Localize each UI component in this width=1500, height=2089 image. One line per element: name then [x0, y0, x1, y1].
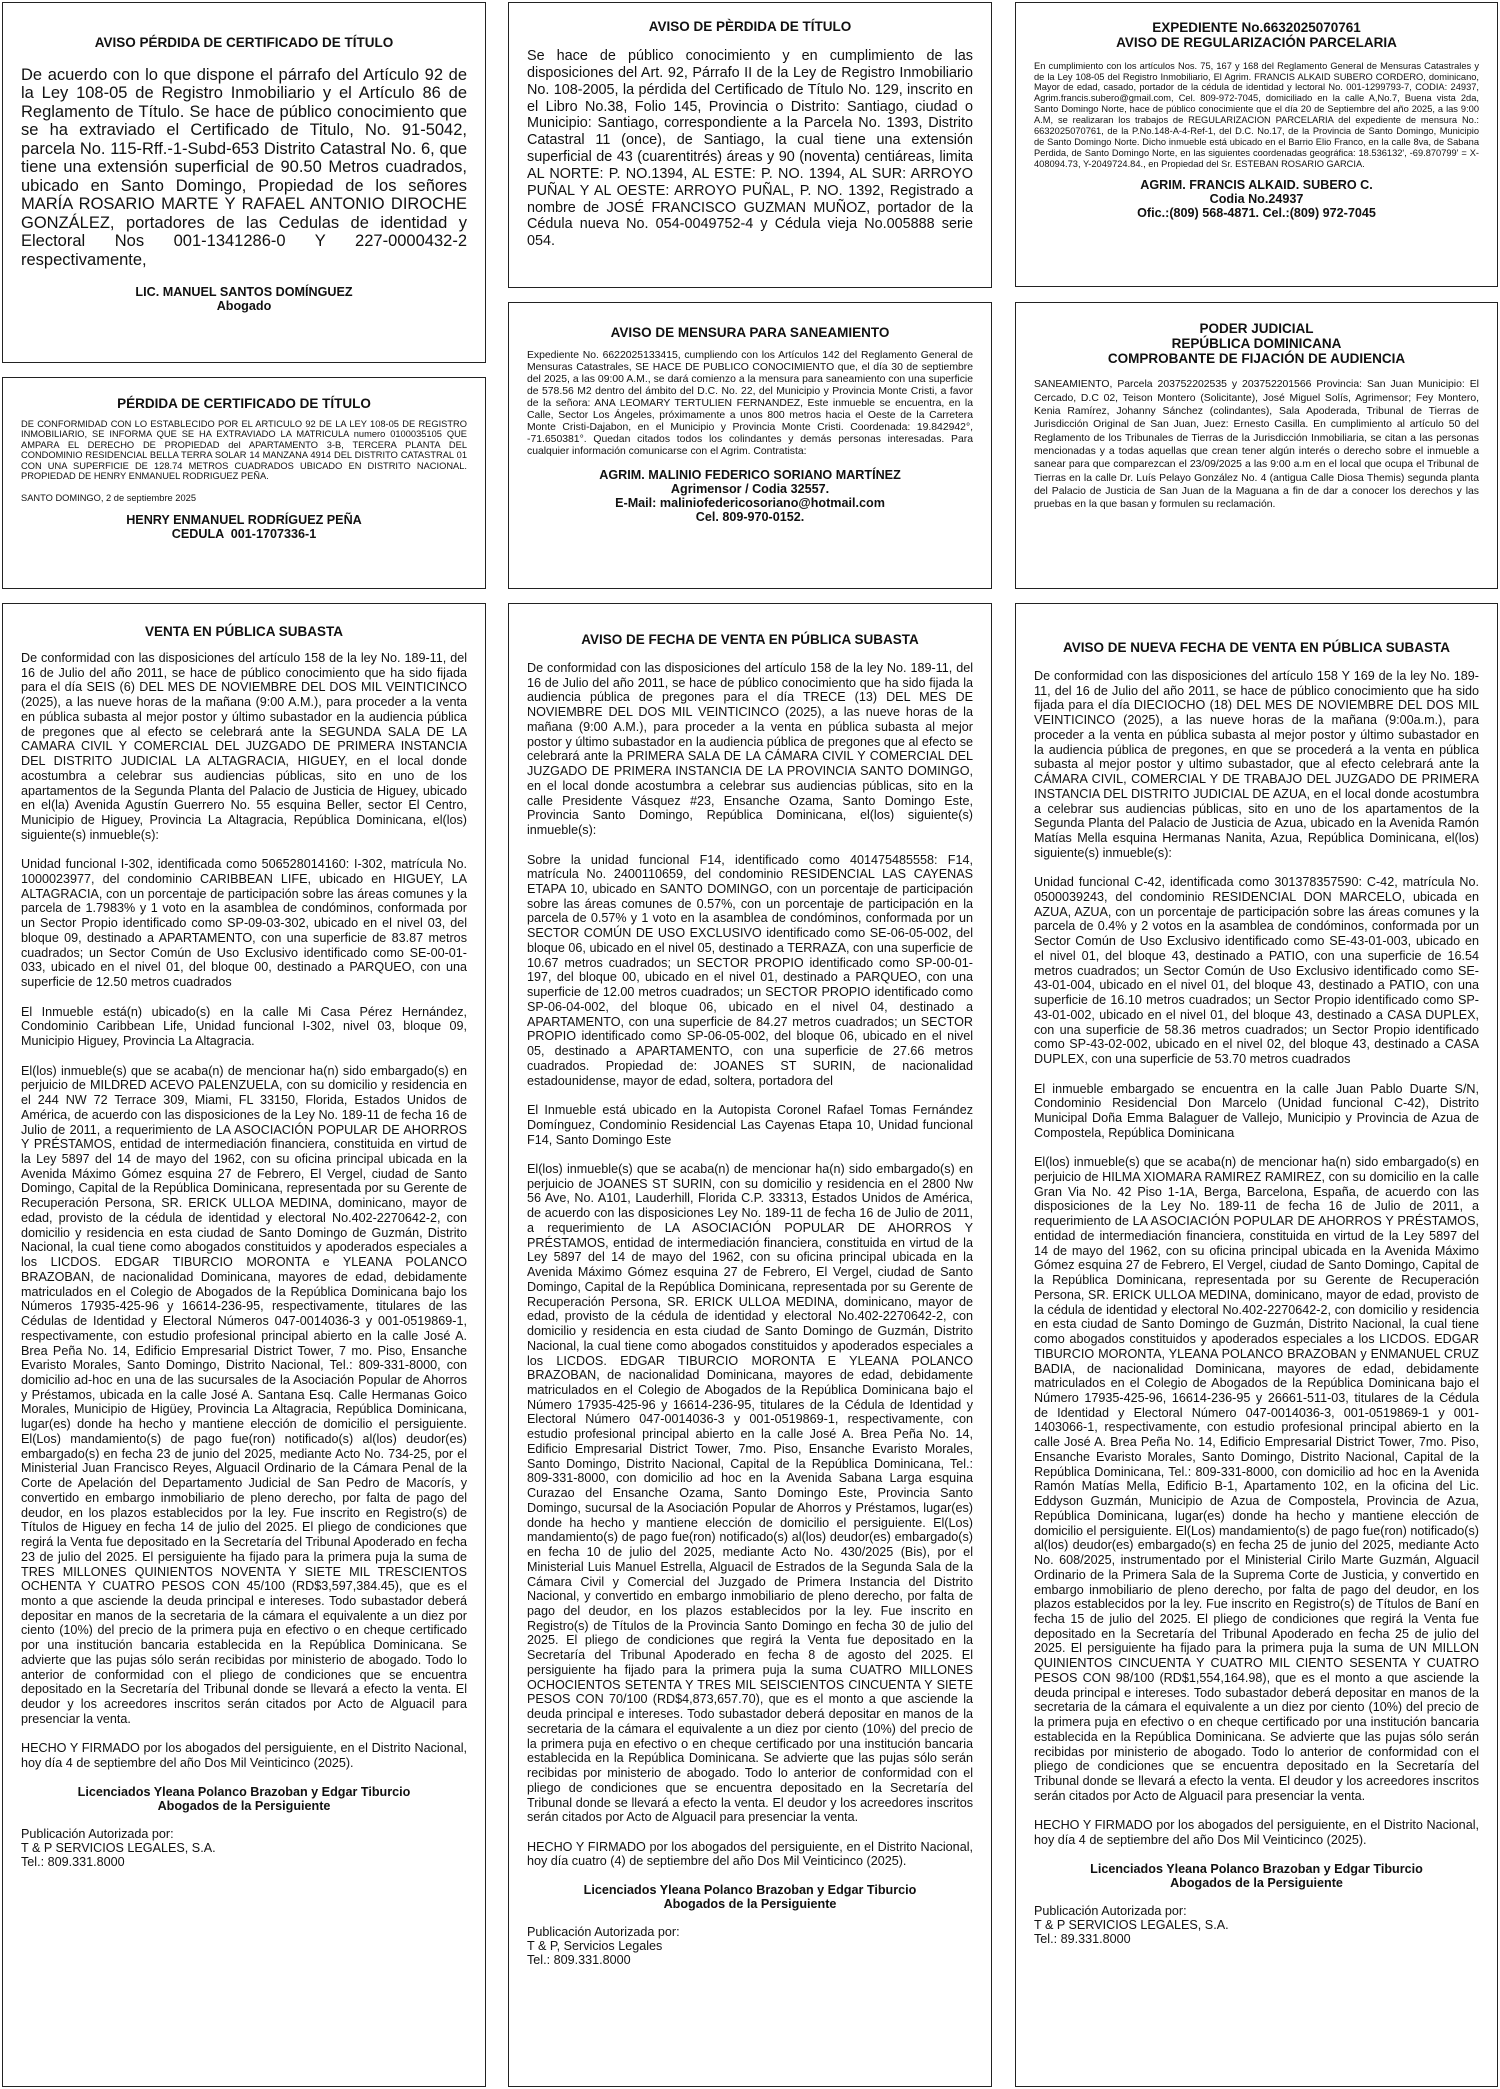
notice-title: VENTA EN PÚBLICA SUBASTA [144, 624, 343, 639]
notice-body: DE CONFORMIDAD CON LO ESTABLECIDO POR EL ARTICULO 92 DE LA LEY 108-05 DE REGISTRO INMOBILIARIO, SE INFORMA QUE SE HA EXTRAVIADO LA MATRICULA numero 0100035105 QUE AMPARA EL DERECHO DE PROPIEDAD del APARTAMENTO 3-B, TERCERA PLANTA DEL CONDOMINIO RESIDENCIAL BELLA TERRA SOLAR 14 MANZANA 4914 DEL DISTRITO CATASTRAL 01 CON UNA SUPERFICIE DE 128.74 METROS CUADRADOS UBICADO EN DISTRITO NACIONAL. PROPIEDAD DE HENRY ENMANUEL RODRIGUEZ PEÑA. [21, 419, 470, 482]
notice-body: En cumplimiento con los artículos Nos. 75, 167 y 168 del Reglamento General de Mensuras Catastrales y de la Ley 108-05 del Registro Inmobiliario, El Agrim. FRANCIS ALKAID SUBERO CORDERO, dominicano, Mayor de edad, casado, portador de la cédula de identidad y lectoral No. 001-1299793-7, CODIA: 24937, Agrim.francis.subero@gmail.com, Cel. 809-972-7045, domiciliado en la calle A,No.7, Buena vista 2da, Santo Domingo Norte, hace de público conocimiente que el día 20 de Septiembre del año 2025, a las 9:00 A.M, se realizaran los trabajos de REGULARIZACION PARCELARIA del expediente de mensura No.: 6632025070761, de la P.No.148-A-4-Ref-1, del D.C. No.17, de la Provincia de Santo Domingo, Municipio de Santo Domingo Norte. Dicho inmueble está ubicado en el Barrio Elio Franco, en la calle 8va, de Sabana Perdida, de Santo Domingo Norte, en las siguientes coordenadas geográfica: 18.536132', -69.870799' = X-408094.73, Y-2049724.84., en Propiedad del Sr. ESTEBAN ROSARIO GARCIA. [1034, 60, 1482, 169]
notice-publication: Publicación Autorizada por: T & P SERVICIOS LEGALES, S.A. Tel.: 89.331.8000 [1034, 1903, 1229, 1946]
notice-signature: HENRY ENMANUEL RODRÍGUEZ PEÑA CEDULA 001-1707336-1 [126, 513, 362, 542]
notice-publication: Publicación Autorizada por: T & P SERVICIOS LEGALES, S.A. Tel.: 809.331.8000 [21, 1826, 216, 1869]
notice-body: De conformidad con las disposiciones del artículo 158 de la ley No. 189-11, del 16 de Julio del año 2011, se hace de público conocimiento que ha sido fijada la audiencia pública de pregones para el día TRECE (13) DEL MES DE NOVIEMBRE DEL DOS MIL VEINTICINCO (2025), a las nueve horas de la mañana (9:00 A.M.), para proceder a la venta en pública subasta al mejor postor y último subastador en la audiencia pública de pregones que al efecto se celebrará ante la PRIMERA SALA DE LA CÁMARA CIVIL Y COMERCIAL DEL JUZGADO DE PRIMERA INSTANCIA DE LA PROVINCIA SANTO DOMINGO, en el local donde acostumbra a celebrar sus audiencias públicas, sito en la calle Presidente Vásquez #23, Ensanche Ozama, Santo Domingo Este, Provincia Santo Domingo, República Dominicana, el(los) siguiente(s) inmueble(s): Sobre la unidad funcional F14, identificado como 401475485558: F14, matrícula No. 2400110659, del condominio RESIDENCIAL LAS CAYENAS ETAPA 10, ubicado en SANTO DOMINGO, con un porcentaje de participación sobre las áreas comunes de 0.57%, con un porcentaje de participación en la parcela de 0.57% y 1 voto en la asamblea de condóminos, conformada por un SECTOR COMÚN DE USO EXCLUSIVO identificado como SE-06-05-002, del bloque 06, ubicado en el nivel 05, destinado a TERRAZA, con una superficie de 10.67 metros cuadrados; un SECTOR PROPIO identificado como SP-00-01-197, del bloque 00, ubicado en el nivel 01, destinado a PARQUEO, con una superficie de 12.00 metros cuadrados; un SECTOR PROPIO identificado como SP-06-04-002, del bloque 06, ubicado en el nivel 04, destinado a APARTAMENTO, con una superficie de 84.27 metros cuadrados; un SECTOR PROPIO identificado como SP-06-05-002, del bloque 06, ubicado en el nivel 05, destinado a APARTAMENTO, con una superficie de 27.66 metros cuadrados. Propiedad de: JOANES ST SURIN, de nacionalidad estadounidense, mayor de edad, soltera, portadora del El Inmueble está ubicado en la Autopista Coronel Rafael Tomas Fernández Domínguez, Condominio Residencial Las Cayenas Etapa 10, Unidad funcional F14, Santo Domingo Este El(los) inmueble(s) que se acaba(n) de mencionar ha(n) sido embargado(s) en perjuicio de JOANES ST SURIN, con su domicilio y residencia en el 2800 Nw 56 Ave, No. A101, Lauderhill, Florida C.P. 33313, Estados Unidos de América, de acuerdo con las disposiciones Ley No. 189-11 de fecha 16 de Julio de 2011, a requerimiento de LA ASOCIACIÓN POPULAR DE AHORROS Y PRÉSTAMOS, entidad de intermediación financiera, constituida en virtud de la Ley 5897 del 14 de mayo del 1962, con su oficina principal ubicada en la Avenida Máximo Gómez esquina 27 de Febrero, El Vergel, ciudad de Santo Domingo, Capital de la República Dominicana, representada por su Gerente de Recuperación Persona, SR. ERICK ULLOA MEDINA, dominicano, mayor de edad, provisto de la cédula de identidad y electoral No.402-2270642-2, con domicilio y residencia en esta ciudad de Santo Domingo de Guzmán, Distrito Nacional, la cual tiene como abogados constituidos y apoderados especiales a los LICDOS. EDGAR TIBURCIO MORONTA E YLEANA POLANCO BRAZOBAN, de nacionalidad Dominicana, mayores de edad, debidamente matriculados en el Colegio de Abogados de la República Dominicana bajo el Número 17935-425-96 y 16614-236-95, titulares de la Cédula de Identidad y Electoral Número 047-0014036-3 y 001-0519869-1, respectivamente, con estudio profesional principal abierto en la calle José A. Brea Peña No. 14, Edificio Empresarial District Tower, 7mo. Piso, Ensanche Evaristo Morales, Santo Domingo, Distrito Nacional, Capital de la República Dominicana, Tel.: 809-331-8000, con domicilio ad hoc en la Avenida Sabana Larga esquina Curazao del Ensanche Ozama, Santo Domingo Este, Provincia Santo Domingo, sucursal de la Asociación Popular de Ahorros y Préstamos, lugar(es) donde ha hecho y mantiene elección de domicilio el persiguiente. El(Los) mandamiento(s) de pago fue(ron) notificado(s) al(los) deudor(es) embargado(s) en fecha 10 de julio del 2025, mediante Acto No. 430/2025 (Bis), por el Ministerial Luis Manuel Estrella, Alguacil de Estrados de la Segunda Sala de la Cámara Civil y Comercial del Juzgado de Primera Instancia del Distrito Nacional, y convertido en embargo inmobiliario de pleno derecho, por falta de pago del deudor, en los plazos establecidos por la ley. Fue inscrito en Registro(s) de Títulos de la Provincia Santo Domingo en fecha 30 de julio del 2025. El pliego de condiciones que regirá la Venta fue depositado en la Secretaría del Tribunal Apoderado en fecha 8 de agosto del 2025. El persiguiente ha fijado para la primera puja la suma CUATRO MILLONES OCHOCIENTOS SETENTA Y TRES MIL SEISCIENTOS CINCUENTA Y SIETE PESOS CON 70/100 (RD$4,873,657.70), que es el monto a que asciende la deuda principal e intereses. Todo subastador deberá depositar en manos de la secretaria de la cámara el equivalente a un diez por ciento (10%) del precio de la primera puja en efectivo o en cheque certificado por una institución bancaria establecida en la República Dominicana. Se advierte que las pujas sólo serán recibidas por ministerio de abogado. Todo lo anterior de conformidad con el pliego de condiciones que se encuentra depositado en la Secretaría del Tribunal donde se llevará a efecto la venta. El deudor y los acreedores inscritos serán citados por Acto de Alguacil para presenciar la venta. HECHO Y FIRMADO por los abogados del persiguiente, en el Distrito Nacional, hoy día cuatro (4) de septiembre del año Dos Mil Veinticinco (2025). [527, 661, 973, 1869]
notice-lost-title-certificate [2, 2, 486, 363]
notice-body: SANEAMIENTO, Parcela 203752202535 y 203752201566 Provincia: San Juan Municipio: El Cercado, D.C 02, Teison Montero (Solicitante), José Miguel Solís, Agrimensor; Fey Montero, Kenia Ramírez, Johanny Sánchez (colindantes), Sala Apoderada, Tribunal de Tierras de Jurisdicción Original de San Juan, Juez: Ernesto Casilla. En cumplimiento al artículo 50 del Reglamento de los Tribunales de Tierras de la Jurisdicción Inmobiliaria, se citan a las personas mencionadas y a todas aquellas que crean tener algún interés o derecho sobre el inmueble a sanear para que comparezcan el 23/09/2025 a las 9:00 a.m en el local que ocupa el Tribunal de Tierras en la calle Dr. Luís Pelayo González No. 4 (antigua Calle Diosa Themis) segunda planta del Palacio de Justicia de San Juan de la Maguana a fin de dar a conocer los derechos y las pruebas en la que basan y formulen su reclamación. [1034, 379, 1482, 511]
notice-body: De conformidad con las disposiciones del artículo 158 de la ley No. 189-11, del 16 de Julio del año 2011, se hace de público conocimiento que ha sido fijada para el día SEIS (6) DEL MES DE NOVIEMBRE DEL DOS MIL VEINTICINCO (2025), a las nueve horas de la mañana (9:00 A.M.), para proceder a la venta en pública subasta al mejor postor y último subastador en la audiencia pública de pregones que al efecto se celebrará ante la SEGUNDA SALA DE LA CAMARA CIVIL Y COMERCIAL DEL JUZGADO DE PRIMERA INSTANCIA DEL DISTRITO JUDICIAL LA ALTAGRACIA, HIGUEY, en el local donde acostumbra a celebrar sus audiencias públicas, sito en uno de los apartamentos de la Segunda Planta del Palacio de Justicia de Higuey, ubicado en el(la) Avenida Agustín Guerrero No. 55 esquina Beller, sector El Centro, Municipio de Higuey, Provincia La Altagracia, República Dominicana, el(los) siguiente(s) inmueble(s): Unidad funcional I-302, identificada como 506528014160: I-302, matrícula No. 1000023977, del condominio CARIBBEAN LIFE, ubicado en HIGUEY, LA ALTAGRACIA, con un porcentaje de participación sobre las áreas comunes y la parcela de 1.7983% y 1 voto en la asamblea de condóminos, conformada por un Sector Propio identificado como SP-09-03-302, ubicado en el nivel 03, del bloque 09, destinado a APARTAMENTO, con una superficie de 83.87 metros cuadrados; un Sector Común de Uso Exclusivo identificado como SE-00-01-033, ubicado en el nivel 01, del bloque 00, destinado a PARQUEO, con una superficie de 12.50 metros cuadrados El Inmueble está(n) ubicado(s) en la calle Mi Casa Pérez Hernández, Condominio Caribbean Life, Unidad funcional I-302, nivel 03, bloque 09, Municipio Higuey, Provincia La Altagracia. El(los) inmueble(s) que se acaba(n) de mencionar ha(n) sido embargado(s) en perjuicio de MILDRED ACEVO PALENZUELA, con su domicilio y residencia en el 244 NW 72 Terrace 309, Miami, FL 33150, Florida, Estados Unidos de América, de acuerdo con las disposiciones de la Ley No. 189-11 de fecha 16 de Julio de 2011, a requerimiento de LA ASOCIACIÓN POPULAR DE AHORROS Y PRÉSTAMOS, entidad de intermediación financiera, constituida en virtud de la Ley 5897 del 14 de mayo del 1962, con su oficina principal ubicada en la Avenida Máximo Gómez esquina 27 de Febrero, El Vergel, ciudad de Santo Domingo, Capital de la República Dominicana, representada por su Gerente de Recuperación Persona, SR. ERICK ULLOA MEDINA, dominicano, mayor de edad, provisto de la cédula de identidad y electoral No.402-2270642-2, con domicilio y residencia en esta ciudad de Santo Domingo de Guzmán, Distrito Nacional, la cual tiene como abogados constituidos y apoderados especiales a los LICDOS. EDGAR TIBURCIO MORONTA e YLEANA POLANCO BRAZOBAN, de nacionalidad Dominicana, mayores de edad, debidamente matriculados en el Colegio de Abogados de la República Dominicana bajo los Números 17935-425-96 y 16614-236-95, respectivamente, titulares de las Cédulas de Identidad y Electoral Números 047-0014036-3 y 001-0519869-1, respectivamente, con estudio profesional principal abierto en la calle José A. Brea Peña No. 14, Edificio Empresarial District Tower, 7 mo. Piso, Ensanche Evaristo Morales, Santo Domingo, Distrito Nacional, Tel.: 809-331-8000, con domicilio ad-hoc en una de las sucursales de la Asociación Popular de Ahorros y Préstamos, ubicada en la calle José A. Santana Esq. Calle Hermanas Goico Morales, Municipio de Higüey, Provincia La Altagracia, República Dominicana, lugar(es) donde ha hecho y mantiene elección de domicilio el persiguiente. El(Los) mandamiento(s) de pago fue(ron) notificado(s) al(los) deudor(es) embargado(s) en fecha 23 de junio del 2025, mediante Acto No. 734-25, por el Ministerial Juan Francisco Reyes, Alguacil Ordinario de la Cámara Penal de la Corte de Apelación del Departamento Judicial de San Pedro de Macorís, y convertido en embargo inmobiliario de pleno derecho, por falta de pago del deudor, en los plazos establecidos por la ley. Fue inscrito en Registro(s) de Títulos de Higuey en fecha 14 de julio del 2025. El pliego de condiciones que regirá la Venta fue depositado en la Secretaría del Tribunal Apoderado en fecha 23 de julio del 2025. El persiguiente ha fijado para la primera puja la suma de TRES MILLONES QUINIENTOS NOVENTA Y SIETE MIL TRESCIENTOS OCHENTA Y CUATRO PESOS CON 45/100 (RD$3,597,384.45), que es el monto a que asciende la deuda principal e intereses. Todo subastador deberá depositar en manos de la secretaria de la cámara el equivalente a un diez por ciento (10%) del precio de la primera puja en efectivo o en cheque certificado por una institución bancaria establecida en la República Dominicana. Se advierte que las pujas sólo serán recibidas por ministerio de abogado. Todo lo anterior de conformidad con el pliego de condiciones que se encuentra depositado en la Secretaría del Tribunal donde se llevará a efecto la venta. El deudor y los acreedores inscritos serán citados por Acto de Alguacil para presenciar la venta. HECHO Y FIRMADO por los abogados del persiguiente, en el Distrito Nacional, hoy día 4 de septiembre del año Dos Mil Veinticinco (2025). [21, 651, 467, 1771]
notice-title: EXPEDIENTE No.6632025070761 AVISO DE REGULARIZACIÓN PARCELARIA [1116, 20, 1397, 50]
notice-survey-sanitation [508, 302, 992, 589]
notice-title: PÉRDIDA DE CERTIFICADO DE TÍTULO [117, 396, 371, 411]
notice-title: PODER JUDICIAL REPÚBLICA DOMINICANA COMPROBANTE DE FIJACIÓN DE AUDIENCIA [1107, 321, 1406, 367]
notice-body: Se hace de público conocimiento y en cumplimiento de las disposiciones del Art. 92, Párrafo II de la Ley de Registro Inmobiliario No. 108-2005, la pérdida del Certificado de Título No. 129, inscrito en el Libro No.38, Folio 145, Provincia o Distrito: Santiago, ciudad o Municipio: Santiago, correspondiente a la Parcela No. 1393, Distrito Catastral 11 (once), de Santiago, la cual tiene una extensión superficial de 43 (cuarentitrés) áreas y 90 (noventa) centiáreas, limita AL NORTE: P. NO.1394, AL ESTE: P. NO. 1394, AL SUR: ARROYO PUÑAL Y AL OESTE: ARROYO PUÑAL, P. NO. 1392, Registrado a nombre de JOSÉ FRANCISCO GUZMAN MUÑOZ, portador de la Cédula nueva No. 054-0049752-4 y Cédula vieja No.005888 serie 054. [527, 48, 977, 250]
notice-public-auction-sale [2, 603, 486, 2087]
notice-body: Expediente No. 6622025133415, cumpliendo con los Artículos 142 del Reglamento General de Mensuras Catastrales, SE HACE DE PUBLICO CONOCIMIENTO que, el día 30 de septiembre del 2025, a las 09:00 A.M., se dará comienzo a la mensura para saneamiento con una superficie de 578.56 M2 dentro del ámbito del D.C. No. 22, del Municipio y Provincia Monte Cristi, a favor de la señora: ANA LEOMARY TERTULIEN FERNANDEZ, Este inmueble se encuentra, en la Calle, Sector Los Ángeles, próximamente a unos 800 metros hacia el Oeste de la Carretera Monte Cristi-Dajabon, en el Municipio y Provincia Monte Cristi. Coordenada: 19.842942°, -71.650381°. Quedan citados todos los colindantes y demás personas interesadas. Para cualquier información comunicarse con el Agrim. Contratista: [527, 350, 976, 457]
notice-title: AVISO DE FECHA DE VENTA EN PÚBLICA SUBASTA [581, 632, 919, 647]
notice-signature: Licenciados Yleana Polanco Brazoban y Edgar Tiburcio Abogados de la Persiguiente [77, 1784, 411, 1813]
notice-date: SANTO DOMINGO, 2 de septiembre 2025 [21, 493, 196, 504]
notice-judicial-hearing [1015, 302, 1498, 589]
notice-body: De acuerdo con lo que dispone el párrafo del Artículo 92 de la Ley 108-05 de Registro Inmobiliario y el Artículo 86 de Reglamento de Título. Se hace de público conocimiento que se ha extraviado el Certificado de Titulo, No. 91-5042, parcela No. 115-Rff.-1-Subd-653 Distrito Catastral No. 6, que tiene una extensión superficial de 90.50 Metros cuadrados, ubicado en Santo Domingo, Propiedad de los señores MARÍA ROSARIO MARTE Y RAFAEL ANTONIO DIROCHE GONZÁLEZ, portadores de las Cedulas de identidad y Electoral Nos 001-1341286-0 Y 227-0000432-2 respectivamente, [21, 66, 472, 269]
notice-auction-date [508, 603, 992, 2087]
notice-lost-title [508, 2, 992, 288]
notice-lost-certificate-matricula [2, 377, 486, 589]
notice-publication: Publicación Autorizada por: T & P, Servicios Legales Tel.: 809.331.8000 [527, 1925, 680, 1968]
notice-signature: Licenciados Yleana Polanco Brazoban y Edgar Tiburcio Abogados de la Persiguiente [1090, 1861, 1423, 1890]
notice-title: AVISO DE PÈRDIDA DE TÍTULO [648, 19, 852, 34]
notice-signature: LIC. MANUEL SANTOS DOMÍNGUEZ Abogado [135, 285, 353, 314]
notice-new-auction-date [1015, 603, 1498, 2087]
notice-parcel-regularization [1015, 2, 1498, 287]
notice-signature: Licenciados Yleana Polanco Brazoban y Edgar Tiburcio Abogados de la Persiguiente [583, 1883, 917, 1912]
notice-signature: AGRIM. FRANCIS ALKAID. SUBERO C. Codia No.24937 Ofic.:(809) 568-4871. Cel.:(809) 972-7045 [1137, 178, 1376, 221]
notice-title: AVISO DE MENSURA PARA SANEAMIENTO [610, 325, 890, 340]
notice-title: AVISO DE NUEVA FECHA DE VENTA EN PÚBLICA SUBASTA [1062, 640, 1451, 655]
notice-title: AVISO PÉRDIDA DE CERTIFICADO DE TÍTULO [94, 35, 394, 50]
notice-body: De conformidad con las disposiciones del artículo 158 Y 169 de la ley No. 189-11, del 16 de Julio del año 2011, se hace de público conocimiento que ha sido fijada para el día DIECIOCHO (18) DEL MES DE NOVIEMBRE DEL DOS MIL VEINTICINCO (2025), a las nueve horas de la mañana (9:00a.m.), para proceder a la venta en pública subasta al mejor postor y último subastador en la audiencia pública de pregones, en que se procederá a la venta en pública subasta al mejor postor y ultimo subastador, que al efecto celebrará ante la CÁMARA CIVIL, COMERCIAL Y DE TRABAJO DEL JUZGADO DE PRIMERA INSTANCIA DEL DISTRITO JUDICIAL DE AZUA, en el local donde acostumbra a celebrar sus audiencias públicas, sito en uno de los apartamentos de la Segunda Planta del Palacio de Justicia de Azua, ubicado en la Avenida Ramón Matías Mella esquina Hermanas Nanita, Azua, República Dominicana, el(los) siguiente(s) inmueble(s): Unidad funcional C-42, identificada como 301378357590: C-42, matrícula No. 0500039243, del condominio RESIDENCIAL DON MARCELO, ubicada en AZUA, AZUA, con un porcentaje de participación sobre las áreas comunes y la parcela de 0.4% y 2 votos en la asamblea de condóminos, conformada por un Sector Común de Uso Exclusivo identificado como SE-43-01-003, ubicado en el nivel 01, del bloque 43, destinado a PATIO, con una superficie de 16.54 metros cuadrados; un Sector Común de Uso Exclusivo identificado como SE-43-01-004, ubicado en el nivel 01, del bloque 43, destinado a PATIO, con una superficie de 16.10 metros cuadrados; un Sector Propio identificado como SP-43-01-002, ubicado en el nivel 01, del bloque 43, destinado a CASA DUPLEX, con una superficie de 58.36 metros cuadrados; un Sector Propio identificado como SP-43-02-002, ubicado en el nivel 02, del bloque 43, destinado a CASA DUPLEX, con una superficie de 53.70 metros cuadrados El inmueble embargado se encuentra en la calle Juan Pablo Duarte S/N, Condominio Residencial Don Marcelo (Unidad funcional C-42), Distrito Municipal Doña Emma Balaguer de Vallejo, Municipio y Provincia de Azua de Compostela, República Dominicana El(los) inmueble(s) que se acaba(n) de mencionar ha(n) sido embargado(s) en perjuicio de HILMA XIOMARA RAMIREZ RAMIREZ, con su domicilio en la calle Gran Via No. 42 Piso 1-1A, Berga, Barcelona, España, de acuerdo con las disposiciones de la Ley No. 189-11 de fecha 16 de Julio de 2011, a requerimiento de LA ASOCIACIÓN POPULAR DE AHORROS Y PRÉSTAMOS, entidad de intermediación financiera, constituida en virtud de la Ley 5897 del 14 de mayo del 1962, con su oficina principal ubicada en la Avenida Máximo Gómez esquina 27 de Febrero, El Vergel, ciudad de Santo Domingo, Capital de la República Dominicana, representada por su Gerente de Recuperación Persona, SR. ERICK ULLOA MEDINA, dominicano, mayor de edad, provisto de la cédula de identidad y electoral No.402-2270642-2, con domicilio y residencia en esta ciudad de Santo Domingo de Guzmán, Distrito Nacional, la cual tiene como abogados constituidos y apoderados especiales a los LICDOS. EDGAR TIBURCIO MORONTA, YLEANA POLANCO BRAZOBAN y ENMANUEL CRUZ BADIA, de nacionalidad Dominicana, mayores de edad, debidamente matriculados en el Colegio de Abogados de la República Dominicana bajo el Número 17935-425-96, 16614-236-95 y 26661-511-03, titulares de la Cédula de Identidad y Electoral Número 047-0014036-3, 001-0519869-1 y 001-1403066-1, respectivamente, con estudio profesional principal abierto en la calle José A. Brea Peña No. 14, Edificio Empresarial District Tower, 7mo. Piso, Ensanche Evaristo Morales, Santo Domingo, Distrito Nacional, Capital de la República Dominicana, Tel.: 809-331-8000, con domicilio ad hoc en la Avenida Ramón Matías Mella, Edificio B-1, Apartamento 102, en la oficina del Lic. Eddyson Guzmán, Municipio de Azua de Compostela, Provincia de Azua, República Dominicana, lugar(es) donde ha hecho y mantiene elección de domicilio el persiguiente. El(Los) mandamiento(s) de pago fue(ron) notificado(s) al(los) deudor(es) embargado(s) en fecha 25 de junio del 2025, mediante Acto No. 608/2025, instrumentado por el Ministerial Cirilo Marte Guzmán, Alguacil Ordinario de la Primera Sala de la Suprema Corte de Justicia, y convertido en embargo inmobiliario de pleno derecho, por falta de pago del deudor, en los plazos establecidos por la ley. Fue inscrito en Registro(s) de Títulos de Baní en fecha 15 de julio del 2025. El pliego de condiciones que regirá la Venta fue depositado en la Secretaría del Tribunal Apoderado en fecha 25 de julio del 2025. El persiguiente ha fijado para la primera puja la suma de UN MILLON QUINIENTOS CINCUENTA Y CUATRO MIL CIENTO SESENTA Y CUATRO PESOS CON 98/100 (RD$1,554,164.98), que es el monto a que asciende la deuda principal e intereses. Todo subastador deberá depositar en manos de la secretaria de la cámara el equivalente a un diez por ciento (10%) del precio de la primera puja en efectivo o en cheque certificado por una institución bancaria establecida en la República Dominicana. Se advierte que las pujas sólo serán recibidas por ministerio de abogado. Todo lo anterior de conformidad con el pliego de condiciones que se encuentra depositado en la Secretaría del Tribunal donde se llevará a efecto la venta. El deudor y los acreedores inscritos serán citados por Acto de Alguacil para presenciar la venta. HECHO Y FIRMADO por los abogados del persiguiente, en el Distrito Nacional, hoy día 4 de septiembre del año Dos Mil Veinticinco (2025). [1034, 669, 1479, 1848]
notice-signature: AGRIM. MALINIO FEDERICO SORIANO MARTÍNEZ Agrimensor / Codia 32557. E-Mail: maliniofedericosoriano@hotmail.com Cel. 809-970-0152. [599, 467, 901, 524]
